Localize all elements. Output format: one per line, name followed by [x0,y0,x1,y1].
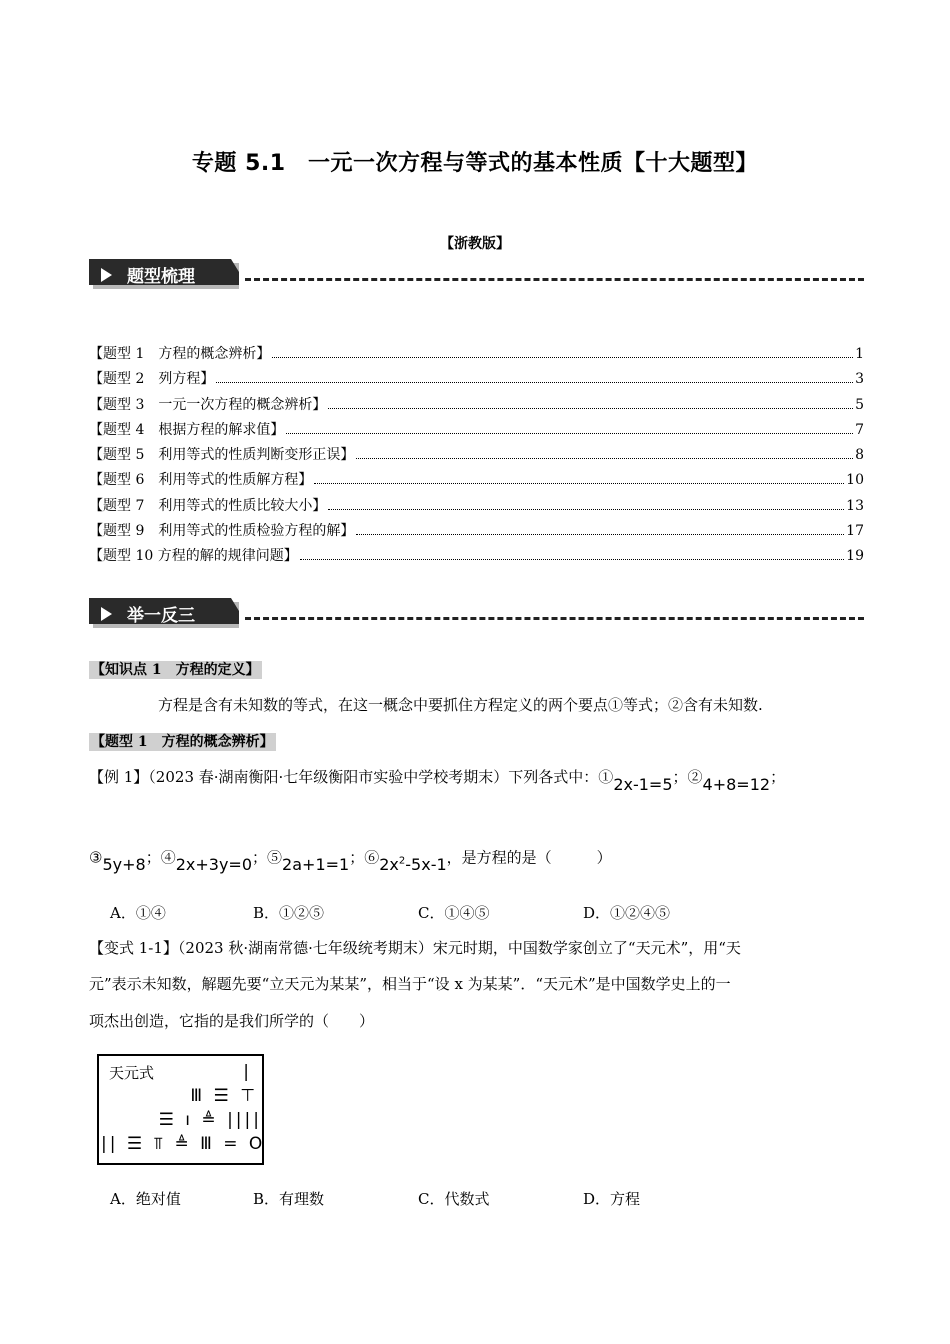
figure-label: 天元式 [109,1064,155,1082]
example1-line1: 【例 1】（2023 春·湖南衡阳·七年级衡阳市实验中学校考期末）下列各式中：①2x-1=5；②4+8=12； [89,768,786,794]
variant1-line2: 元”表示未知数，解题先要“立天元为某某”，相当于“设 x 为某某”．“天元术”是中国数学史上的一 [89,975,731,993]
rod-row-2: Ⅲ ☰ ⊤ [190,1086,258,1106]
toc-item[interactable]: 【题型 5 利用等式的性质判断变形正误】 8 [89,447,864,464]
rod-row-4: || ☰ ⫪ ≜ Ⅲ = O [101,1134,266,1154]
knowledge-text: 方程是含有未知数的等式，在这一概念中要抓住方程定义的两个要点①等式；②含有未知数. [158,696,763,714]
rod-row-3: ☰ ı ≜ |||| [158,1110,262,1130]
toc-item[interactable]: 【题型 6 利用等式的性质解方程】 10 [89,472,864,489]
toc-item[interactable]: 【题型 4 根据方程的解求值】 7 [89,421,864,438]
banner-label: 举一反三 [127,606,195,626]
example1-line2: ③5y+8；④2x+3y=0；⑤2a+1=1；$⑥2x^2-5x-1$，是方程的是（ ） [89,848,612,875]
dashed-rule [245,278,864,281]
formula: 2a+1=1 [282,855,350,875]
section-banner-examples [89,598,864,632]
page-title: 专题 5.1 一元一次方程与等式的基本性质【十大题型】 [191,151,759,176]
play-icon [101,268,112,282]
banner-label: 题型梳理 [127,267,195,287]
option-c[interactable]: C．①④⑤ [418,904,490,922]
formula: 5y+8 [102,855,146,875]
option-d[interactable]: D．①②④⑤ [583,904,671,922]
variant1-line3: 项杰出创造，它指的是我们所学的（ ） [89,1012,375,1030]
toc-item[interactable]: 【题型 9 利用等式的性质检验方程的解】 17 [89,523,864,540]
knowledge-heading: 【知识点 1 方程的定义】 [91,662,260,678]
variant-option-c[interactable]: C．代数式 [418,1190,490,1208]
formula: $2x^2-5x-1$ [379,855,447,875]
variant-option-a[interactable]: A．绝对值 [110,1190,181,1208]
toc-item[interactable]: 【题型 10 方程的解的规律问题】 19 [89,548,864,565]
dashed-rule [245,617,864,620]
table-of-contents [89,343,864,571]
formula: 4+8=12 [702,775,771,794]
edition-label: 【浙教版】 [440,236,510,252]
section-banner-overview [89,259,864,293]
option-a[interactable]: A．①④ [110,904,166,922]
play-icon [101,607,112,621]
toc-item[interactable]: 【题型 1 方程的概念辨析】 1 [89,346,864,362]
toc-item[interactable]: 【题型 3 一元一次方程的概念辨析】 5 [89,396,864,413]
variant-option-d[interactable]: D．方程 [583,1190,641,1208]
type1-heading: 【题型 1 方程的概念辨析】 [91,734,274,750]
rod-row-1: | [243,1062,252,1082]
variant1-line1: 【变式 1-1】（2023 秋·湖南常德·七年级统考期末）宋元时期，中国数学家创立了“天元术”，用“天 [89,939,741,957]
toc-item[interactable]: 【题型 2 列方程】 3 [89,371,864,388]
formula: 2x-1=5 [613,775,673,794]
formula: 2x+3y=0 [175,855,253,875]
toc-item[interactable]: 【题型 7 利用等式的性质比较大小】 13 [89,497,864,514]
variant-option-b[interactable]: B．有理数 [253,1190,325,1208]
option-b[interactable]: B．①②⑤ [253,904,325,922]
tianyuan-figure [97,1054,264,1165]
